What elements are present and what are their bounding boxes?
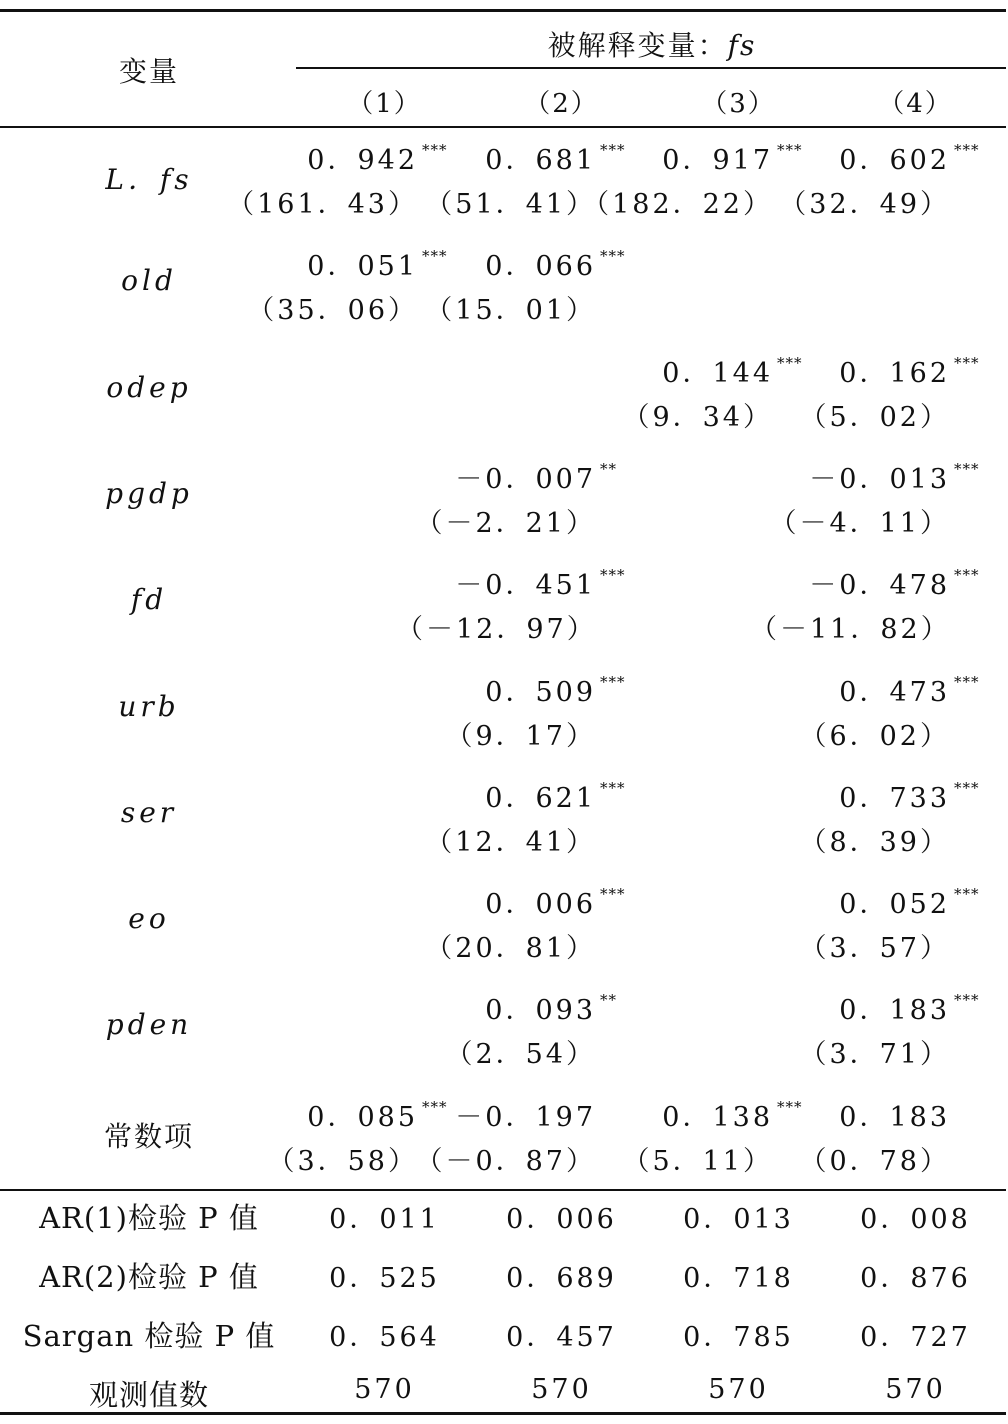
column-header-3: （3） — [701, 89, 776, 119]
column-header-2: （2） — [524, 89, 599, 119]
coefficient-value — [436, 988, 636, 1027]
statistic-value: 0．727 — [860, 1322, 971, 1353]
variable-name: ser — [120, 795, 178, 829]
significance-stars: *** — [600, 566, 626, 585]
header-sub-rule — [296, 67, 1006, 69]
t-statistic: （9．34） — [622, 401, 773, 433]
statistic-value: 0．008 — [860, 1204, 971, 1235]
coefficient-number: －0．197 — [455, 1101, 596, 1133]
coefficient-value — [436, 1095, 636, 1134]
column-header-4: （4） — [878, 89, 953, 119]
significance-stars: *** — [422, 1097, 448, 1116]
t-statistic: （2．54） — [445, 1039, 596, 1071]
coefficient-value — [613, 138, 813, 177]
significance-stars: *** — [777, 141, 803, 159]
dependent-variable-name: fs — [727, 29, 757, 62]
coefficient-value — [436, 670, 636, 709]
statistic-value: 0．013 — [683, 1204, 794, 1235]
t-statistic: （5．02） — [799, 401, 950, 433]
significance-stars: *** — [600, 885, 626, 904]
coefficient-value — [436, 457, 636, 496]
t-statistic: （161．43） — [227, 189, 418, 220]
variable-name: L．fs — [105, 163, 193, 196]
coefficient-value — [790, 138, 990, 177]
t-statistic: （3．57） — [799, 933, 950, 965]
t-statistic: （0．78） — [799, 1145, 950, 1177]
significance-stars: *** — [954, 141, 980, 159]
coefficient-value — [258, 1095, 458, 1134]
significance-stars: *** — [600, 672, 626, 691]
column-header-1: （1） — [347, 89, 422, 119]
coefficient-value — [613, 351, 813, 390]
significance-stars: *** — [954, 672, 980, 691]
coefficient-number: 0．183 — [839, 1101, 950, 1133]
significance-stars: *** — [777, 1097, 803, 1116]
coefficient-value — [436, 138, 636, 177]
coefficient-number: －0．451 — [455, 570, 596, 602]
t-statistic: （8．39） — [799, 826, 950, 858]
coefficient-number: －0．007 — [455, 463, 596, 495]
variable-name: fd — [130, 583, 168, 617]
statistic-value: 0．006 — [506, 1204, 617, 1235]
t-statistic: （9．17） — [445, 720, 596, 752]
coefficient-value — [790, 670, 990, 709]
coefficient-number: 0．093 — [485, 995, 596, 1027]
coefficient-number: 0．144 — [662, 357, 773, 389]
t-statistic: （51．41） — [425, 189, 596, 220]
t-statistic: （－4．11） — [769, 507, 950, 539]
variable-name: urb — [118, 689, 180, 723]
coefficient-value — [790, 1095, 990, 1134]
coefficient-number: 0．681 — [485, 145, 596, 176]
statistic-value: 0．011 — [329, 1204, 440, 1235]
coefficient-number: 0．138 — [662, 1101, 773, 1133]
coefficient-number: 0．085 — [307, 1101, 418, 1133]
significance-stars: *** — [954, 353, 980, 372]
significance-stars: *** — [777, 353, 803, 372]
significance-stars: *** — [422, 247, 448, 266]
coefficient-value — [790, 351, 990, 390]
statistic-value: 570 — [708, 1374, 769, 1405]
significance-stars: *** — [954, 778, 980, 797]
coefficient-number: 0．621 — [485, 782, 596, 814]
coefficient-number: 0．162 — [839, 357, 950, 389]
coefficient-value — [613, 1095, 813, 1134]
t-statistic: （－11．82） — [750, 614, 951, 646]
stats-separator-rule — [0, 1189, 1006, 1191]
t-statistic: （3．71） — [799, 1039, 950, 1071]
t-statistic: （5．11） — [622, 1145, 773, 1177]
coefficient-number: 0．602 — [839, 145, 950, 176]
t-statistic: （－2．21） — [415, 507, 596, 539]
statistic-value: 0．457 — [506, 1322, 617, 1353]
coefficient-number: 0．942 — [307, 145, 418, 176]
significance-stars: *** — [422, 141, 448, 159]
t-statistic: （20．81） — [425, 933, 596, 965]
statistic-label: AR(1)检验 P 值 — [39, 1201, 259, 1235]
significance-stars: *** — [954, 459, 980, 478]
variable-name: pden — [105, 1008, 193, 1042]
coefficient-number: 0．473 — [839, 676, 950, 708]
significance-stars: *** — [954, 566, 980, 585]
coefficient-number: －0．013 — [809, 463, 950, 495]
coefficient-value — [790, 457, 990, 496]
statistic-value: 570 — [531, 1374, 592, 1405]
t-statistic: （－12．97） — [396, 614, 597, 646]
statistic-value: 0．876 — [860, 1263, 971, 1294]
variable-name: old — [121, 264, 177, 298]
variable-name: odep — [106, 370, 192, 404]
coefficient-value — [790, 776, 990, 815]
variable-name: 常数项 — [103, 1119, 194, 1153]
statistic-value: 0．718 — [683, 1263, 794, 1294]
t-statistic: （35．06） — [247, 295, 418, 327]
t-statistic: （182．22） — [582, 189, 773, 220]
coefficient-number: 0．917 — [662, 145, 773, 176]
coefficient-value — [436, 563, 636, 602]
significance-stars: ** — [600, 991, 617, 1010]
bottom-rule — [0, 1412, 1006, 1415]
statistic-value: 0．785 — [683, 1322, 794, 1353]
statistic-label: Sargan 检验 P 值 — [22, 1319, 276, 1353]
coefficient-value — [790, 882, 990, 921]
variable-header: 变量 — [118, 55, 179, 88]
significance-stars: *** — [600, 247, 626, 266]
top-rule — [0, 9, 1006, 12]
statistic-value: 570 — [885, 1374, 946, 1405]
coefficient-value — [436, 882, 636, 921]
significance-stars: *** — [600, 141, 626, 159]
statistic-value: 0．525 — [329, 1263, 440, 1294]
statistic-value: 0．564 — [329, 1322, 440, 1353]
coefficient-value — [436, 776, 636, 815]
coefficient-value — [258, 138, 458, 177]
statistic-value: 570 — [354, 1374, 415, 1405]
t-statistic: （12．41） — [425, 826, 596, 858]
dependent-variable-label: 被解释变量： — [547, 29, 728, 62]
coefficient-number: 0．733 — [839, 782, 950, 814]
t-statistic: （15．01） — [425, 295, 596, 327]
variable-name: pgdp — [105, 476, 193, 510]
coefficient-number: 0．183 — [839, 995, 950, 1027]
coefficient-number: 0．051 — [307, 251, 418, 283]
statistic-value: 0．689 — [506, 1263, 617, 1294]
coefficient-number: 0．052 — [839, 889, 950, 921]
significance-stars: *** — [954, 991, 980, 1010]
t-statistic: （32．49） — [779, 189, 950, 220]
significance-stars: *** — [600, 778, 626, 797]
coefficient-value — [790, 563, 990, 602]
t-statistic: （－0．87） — [415, 1145, 596, 1177]
statistic-label: 观测值数 — [88, 1378, 209, 1412]
coefficient-number: 0．066 — [485, 251, 596, 283]
significance-stars: ** — [600, 459, 617, 478]
significance-stars: *** — [954, 885, 980, 904]
variable-name: eo — [128, 902, 170, 936]
coefficient-number: －0．478 — [809, 570, 950, 602]
coefficient-value — [436, 244, 636, 283]
t-statistic: （6．02） — [799, 720, 950, 752]
statistic-label: AR(2)检验 P 值 — [39, 1260, 259, 1294]
coefficient-number: 0．006 — [485, 889, 596, 921]
coefficient-number: 0．509 — [485, 676, 596, 708]
coefficient-value — [258, 244, 458, 283]
t-statistic: （3．58） — [267, 1145, 418, 1177]
dependent-variable-header — [298, 24, 1006, 64]
header-bottom-rule — [0, 126, 1006, 128]
coefficient-value — [790, 988, 990, 1027]
